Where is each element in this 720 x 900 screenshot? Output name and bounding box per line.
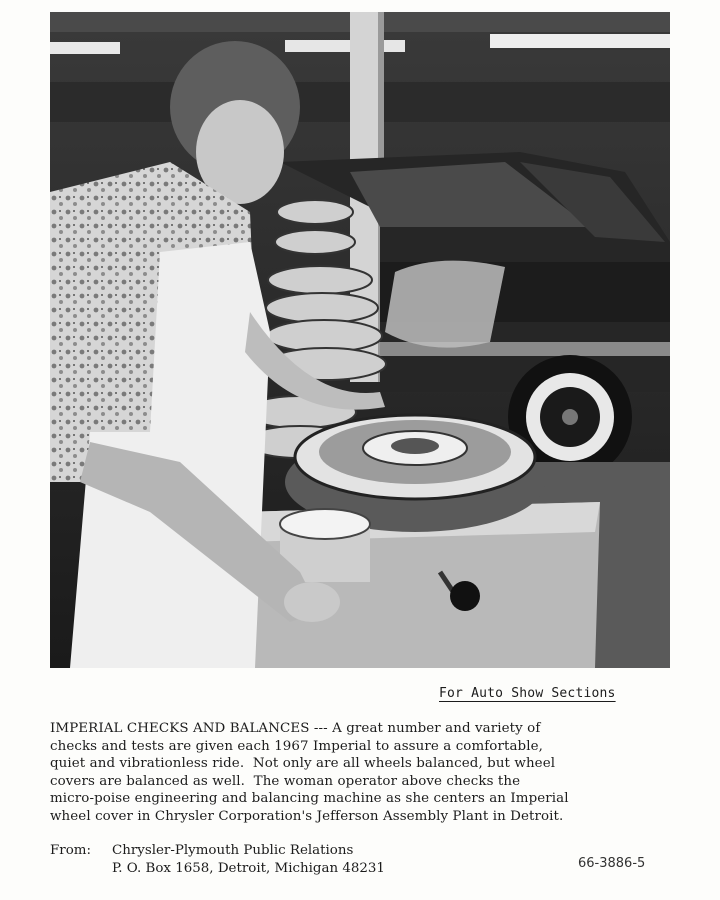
caption-line-3: quiet and vibrationless ride. Not only are all wheels balanced, but wheel — [50, 756, 556, 772]
caption-separator: --- — [309, 721, 333, 736]
caption-line-6: wheel cover in Chrysler Corporation's Jefferson Assembly Plant in Detroit. — [50, 808, 564, 824]
caption — [50, 720, 670, 826]
caption-line-2: checks and tests are given each 1967 Imperial to assure a comfortable, — [50, 738, 543, 754]
caption-line-1 — [50, 720, 670, 738]
from-address: P. O. Box 1658, Detroit, Michigan 48231 — [112, 861, 385, 876]
from-label: From: — [50, 843, 91, 858]
caption-headline: IMPERIAL CHECKS AND BALANCES — [50, 721, 310, 736]
caption-line-5: micro-poise engineering and balancing machine as she centers an Imperial — [50, 791, 569, 807]
from-organization: Chrysler-Plymouth Public Relations — [112, 843, 354, 858]
photo-number: 66-3886-5 — [578, 856, 646, 871]
section-label: For Auto Show Sections — [439, 686, 616, 701]
press-photo — [50, 12, 670, 668]
from-block — [50, 842, 385, 878]
caption-line-4: covers are balanced as well. The woman operator above checks the — [50, 773, 521, 789]
factory-scene-image — [50, 12, 670, 668]
from-line-1 — [50, 842, 385, 860]
caption-text: A great number and variety of — [332, 721, 541, 736]
